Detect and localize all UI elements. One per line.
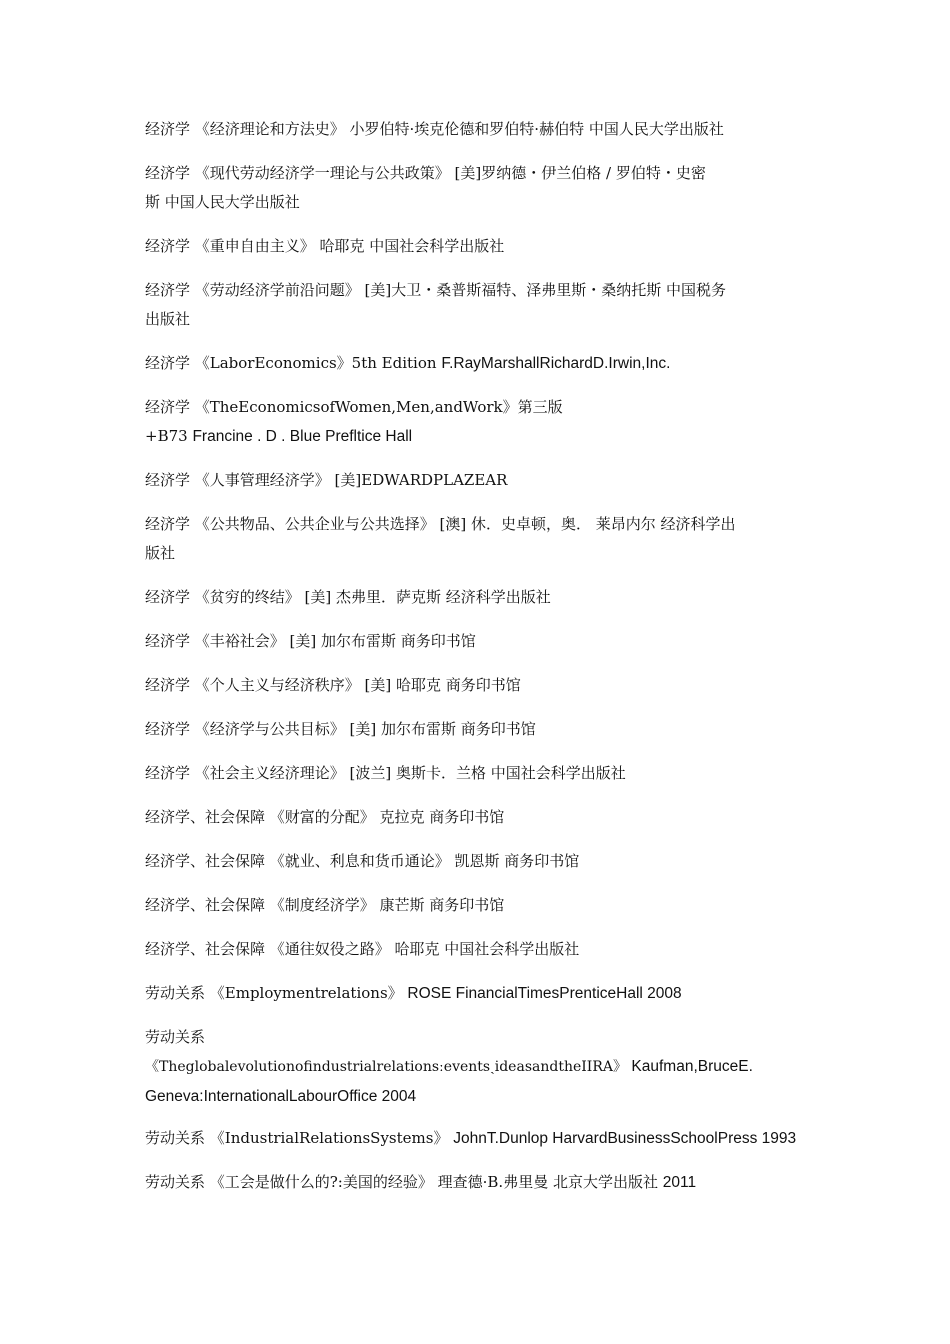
entry-10 [145, 627, 805, 656]
entry-text: 劳动关系 《IndustrialRelationsSystems》 [145, 1129, 454, 1147]
entry-12 [145, 715, 805, 744]
entry-1 [145, 115, 805, 144]
entry-8 [145, 510, 805, 568]
entry-6 [145, 393, 805, 451]
entry-15 [145, 847, 805, 876]
entry-text: 经济学、社会保障 《通往奴役之路》 哈耶克 中国社会科学出版社 [145, 940, 580, 958]
entry-text-latin: Kaufman,BruceE. [631, 1058, 753, 1075]
entry-7 [145, 466, 805, 495]
entry-14 [145, 803, 805, 832]
entry-text-latin: F.RayMarshallRichardD.Irwin,Inc. [441, 355, 671, 372]
entry-text: 经济学 《劳动经济学前沿问题》 [美]大卫・桑普斯福特、泽弗里斯・桑纳托斯 中国税务 [145, 281, 727, 299]
entry-17 [145, 935, 805, 964]
entry-text: 经济学、社会保障 《财富的分配》 克拉克 商务印书馆 [145, 808, 505, 826]
entry-5 [145, 349, 805, 378]
entry-19 [145, 1023, 805, 1111]
entry-text: 经济学 《公共物品、公共企业与公共选择》 [澳] 休．史卓顿，奥． 莱昂内尔 经济科学出 [145, 515, 736, 533]
entry-text: 经济学 《现代劳动经济学一理论与公共政策》 [美]罗纳德・伊兰伯格 / 罗伯特・史密 [145, 164, 706, 182]
entry-2 [145, 159, 805, 217]
entry-21 [145, 1168, 805, 1197]
entry-18 [145, 979, 805, 1008]
entry-11 [145, 671, 805, 700]
entry-text: 经济学 《个人主义与经济秩序》 [美] 哈耶克 商务印书馆 [145, 676, 521, 694]
entry-20 [145, 1124, 805, 1153]
entry-4 [145, 276, 805, 334]
entry-text-latin: Francine . D . Blue Prefltice Hall [192, 428, 413, 445]
entry-text: 经济学 《社会主义经济理论》 [波兰] 奥斯卡．兰格 中国社会科学出版社 [145, 764, 626, 782]
entry-text: 劳动关系 《Employmentrelations》 [145, 984, 408, 1002]
entry-text: 经济学 《丰裕社会》 [美] 加尔布雷斯 商务印书馆 [145, 632, 476, 650]
entry-9 [145, 583, 805, 612]
entry-text: +B73 [145, 427, 193, 445]
entry-16 [145, 891, 805, 920]
entry-text: 经济学 《人事管理经济学》 [美]EDWARDPLAZEAR [145, 471, 508, 489]
entry-text-latin: Geneva:InternationalLabourOffice 2004 [145, 1088, 417, 1105]
entry-text-latin: 2011 [662, 1174, 697, 1191]
entry-3 [145, 232, 805, 261]
entry-text: 经济学 《重申自由主义》 哈耶克 中国社会科学出版社 [145, 237, 505, 255]
entry-text: 经济学 《经济理论和方法史》 小罗伯特·埃克伦德和罗伯特·赫伯特 中国人民大学出版社 [145, 120, 724, 138]
entry-text: 《TheglobalevolutionofindustrialrelationsːeventsˏideasandtheIIRA》 [145, 1059, 632, 1075]
entry-text: 劳动关系 《工会是做什么的?:美国的经验》 理查德·B.弗里曼 北京大学出版社 [145, 1173, 663, 1191]
entry-text: 经济学 《贫穷的终结》 [美] 杰弗里．萨克斯 经济科学出版社 [145, 588, 551, 606]
entry-text: 经济学、社会保障 《就业、利息和货币通论》 凯恩斯 商务印书馆 [145, 852, 580, 870]
entry-text: 经济学 《LaborEconomics》5th Edition [145, 354, 442, 372]
entry-13 [145, 759, 805, 788]
entry-text: 出版社 [145, 310, 191, 328]
entry-text-latin: JohnT.Dunlop HarvardBusinessSchoolPress 1993 [453, 1130, 797, 1147]
entry-text: 经济学、社会保障 《制度经济学》 康芒斯 商务印书馆 [145, 896, 505, 914]
entry-text: 劳动关系 [145, 1028, 206, 1046]
entry-text: 经济学 《经济学与公共目标》 [美] 加尔布雷斯 商务印书馆 [145, 720, 536, 738]
entry-text-latin: ROSE FinancialTimesPrenticeHall 2008 [407, 985, 682, 1002]
entry-text: 经济学 《TheEconomicsofWomen,Men,andWork》第三版 [145, 398, 563, 416]
entry-text: 版社 [145, 544, 176, 562]
entry-text: 斯 中国人民大学出版社 [145, 193, 300, 211]
